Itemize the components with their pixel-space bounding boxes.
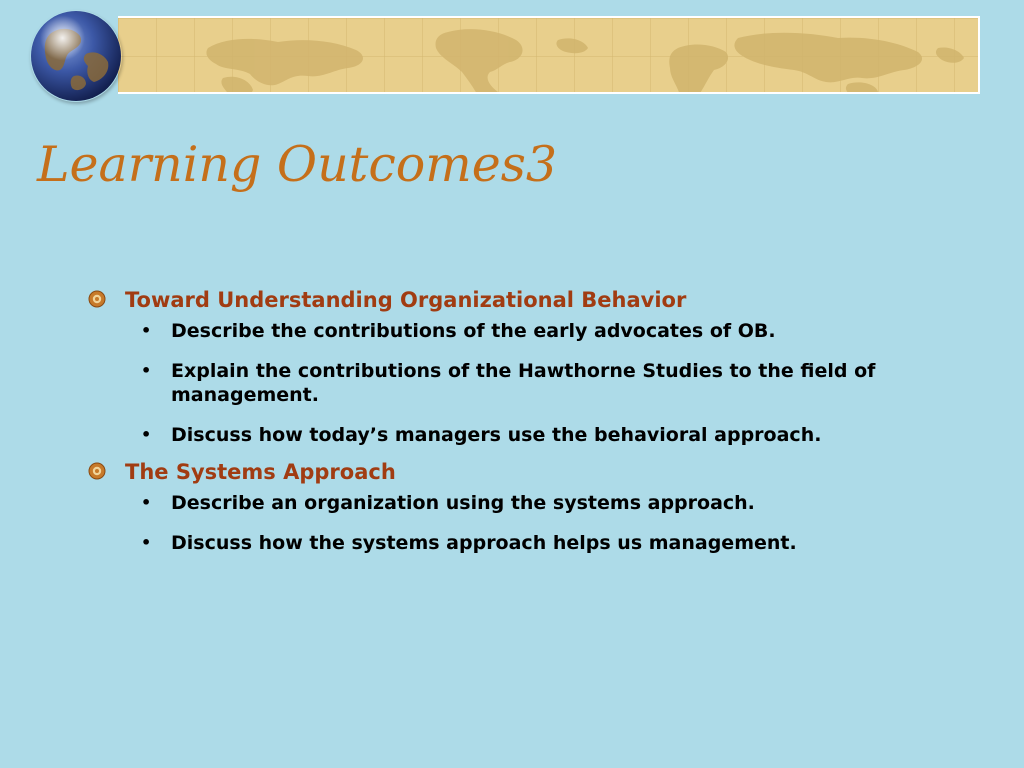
list-item-text: Describe the contributions of the early advocates of OB. (171, 320, 776, 342)
globe-icon (30, 10, 122, 102)
bullet-dot: • (141, 361, 152, 380)
list-item-text: Discuss how the systems approach helps us management. (171, 532, 797, 554)
bullet-dot: • (141, 533, 152, 552)
bullet-list (88, 319, 988, 447)
list-item-text: Explain the contributions of the Hawthorne Studies to the field of management. (171, 360, 876, 406)
list-item-text: Describe an organization using the systems approach. (171, 492, 755, 514)
bullet-dot: • (141, 425, 152, 444)
list-item (88, 491, 988, 515)
list-item (88, 319, 988, 343)
globe-bullet-icon (88, 462, 106, 480)
section-organizational-behavior (88, 285, 988, 447)
section-heading: The Systems Approach (125, 460, 396, 484)
slide-content (88, 285, 988, 571)
bullet-list (88, 491, 988, 555)
list-item (88, 423, 988, 447)
world-map-banner-graphic (118, 18, 980, 94)
slide-title: Learning Outcomes3 (37, 136, 558, 193)
world-map-banner (118, 16, 980, 94)
globe-bullet-icon (88, 290, 106, 308)
list-item (88, 531, 988, 555)
section-systems-approach (88, 457, 988, 555)
section-heading: Toward Understanding Organizational Behavior (125, 288, 687, 312)
bullet-dot: • (141, 493, 152, 512)
list-item (88, 359, 988, 407)
bullet-dot: • (141, 321, 152, 340)
list-item-text: Discuss how today’s managers use the behavioral approach. (171, 424, 822, 446)
